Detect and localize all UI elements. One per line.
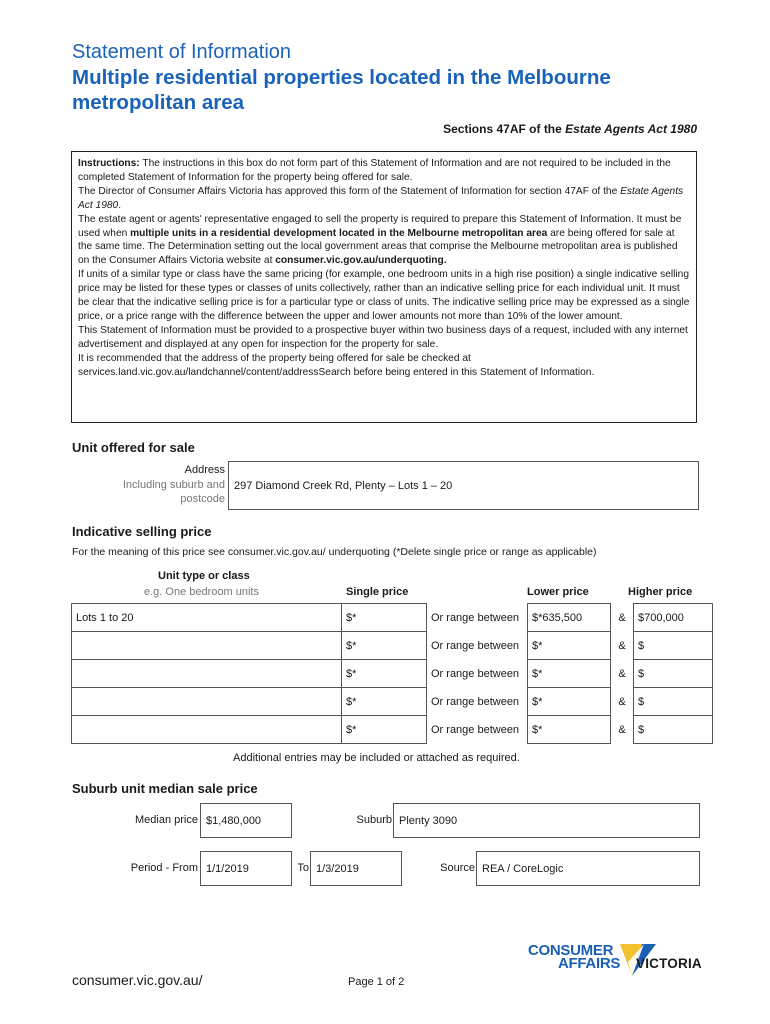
price-row: [72, 632, 713, 660]
instructions-p3a: The estate agent or agents' representative engaged to sell the property is required to prepare this Statement of Information. It must be used when: [78, 213, 682, 239]
higher-price-cell[interactable]: $: [634, 688, 713, 716]
period-to-label: To: [297, 862, 309, 874]
unit-type-cell[interactable]: [72, 632, 342, 660]
single-price-cell[interactable]: $*: [342, 632, 427, 660]
unit-type-cell[interactable]: [72, 688, 342, 716]
additional-entries-note: Additional entries may be included or attached as required.: [233, 752, 520, 764]
unit-heading: Unit offered for sale: [72, 440, 195, 455]
instructions-p3b: multiple units in a residential development located in the Melbourne metropolitan area: [130, 227, 548, 239]
price-row: [72, 688, 713, 716]
unit-type-cell[interactable]: [72, 660, 342, 688]
unit-type-cell[interactable]: [72, 716, 342, 744]
statement-heading: Statement of Information: [72, 41, 292, 63]
col-single-price: Single price: [346, 586, 409, 598]
unit-type-cell[interactable]: Lots 1 to 20: [72, 604, 342, 632]
lower-price-cell[interactable]: $*: [528, 688, 611, 716]
single-price-cell[interactable]: $*: [342, 716, 427, 744]
higher-price-cell[interactable]: $: [634, 660, 713, 688]
ampersand: &: [618, 667, 626, 680]
source-label: Source: [440, 862, 475, 874]
instructions-p2-act: Estate Agents Act 1980: [78, 185, 684, 211]
underquoting-link[interactable]: consumer.vic.gov.au/underquoting.: [275, 255, 447, 267]
instructions-p6: It is recommended that the address of the property being offered for sale be checked at services.land.vic.gov.au/landchannel/content/addressSearch before being entered in this Statement of Information.: [78, 352, 595, 378]
single-price-cell[interactable]: $*: [342, 604, 427, 632]
suburb-label: Suburb: [356, 814, 392, 826]
range-label: Or range between: [431, 723, 520, 736]
page-number: Page 1 of 2: [348, 976, 405, 988]
sections-reference: [392, 122, 697, 136]
footer-url[interactable]: consumer.vic.gov.au/: [72, 972, 203, 988]
ampersand: &: [618, 723, 626, 736]
range-label: Or range between: [431, 695, 520, 708]
instructions-p2: [78, 185, 690, 213]
price-row: [72, 716, 713, 744]
instructions-p3: [78, 213, 690, 269]
instructions-p5: This Statement of Information must be provided to a prospective buyer within two business days of a request, included with any internet advertisement and displayed at any open for inspection for the property for sale.: [78, 324, 688, 350]
address-label-line3: postcode: [180, 493, 225, 505]
higher-price-cell[interactable]: $: [634, 716, 713, 744]
col-unit-type: Unit type or class: [158, 570, 250, 582]
ampersand: &: [618, 639, 626, 652]
median-heading: Suburb unit median sale price: [72, 781, 258, 796]
period-to-field[interactable]: 1/3/2019: [310, 851, 402, 886]
range-label: Or range between: [431, 639, 520, 652]
single-price-cell[interactable]: $*: [342, 660, 427, 688]
range-label: Or range between: [431, 667, 520, 680]
price-row: [72, 604, 713, 632]
ampersand: &: [618, 695, 626, 708]
lower-price-cell[interactable]: $*: [528, 660, 611, 688]
lower-price-cell[interactable]: $*635,500: [528, 604, 611, 632]
instructions-box: [71, 151, 697, 423]
price-row: [72, 660, 713, 688]
isp-note: For the meaning of this price see consumer.vic.gov.au/ underquoting (*Delete single price or range as applicable): [72, 546, 597, 558]
instructions-p2-end: .: [118, 199, 122, 211]
col-unit-example: e.g. One bedroom units: [144, 586, 259, 598]
logo-consumer: CONSUMER: [528, 942, 614, 959]
title-line-1: Multiple residential properties located in the Melbourne: [72, 66, 611, 89]
col-higher-price: Higher price: [628, 586, 693, 598]
page-title: [72, 65, 712, 115]
col-lower-price: Lower price: [527, 586, 589, 598]
instructions-p1-text: The instructions in this box do not form part of this Statement of Information and are not required to be included in the completed Statement of Information for the property being offered for sale.: [78, 158, 671, 183]
period-from-label: Period - From: [130, 862, 198, 874]
ampersand: &: [618, 611, 626, 624]
address-label-line2: Including suburb and: [122, 478, 225, 491]
address-label-line1: Address: [184, 464, 225, 476]
range-label: Or range between: [431, 611, 520, 624]
median-price-label: Median price: [135, 814, 198, 826]
higher-price-cell[interactable]: $700,000: [634, 604, 713, 632]
instructions-p4: If units of a similar type or class have the same pricing (for example, one bedroom units in a high rise position) a single indicative selling price may be listed for these types or classes of units collectively, rather than an indicative selling price for each individual unit. It must be clear that the indicative selling price is for a particular type or class of units. The indicative selling price may be expressed as a single price, or a price range with the difference between the upper and lower amounts not more than 10% of the lower amount.: [78, 269, 690, 322]
instructions-p1: [78, 157, 690, 185]
instructions-label: Instructions:: [78, 158, 140, 169]
lower-price-cell[interactable]: $*: [528, 716, 611, 744]
higher-price-cell[interactable]: $: [634, 632, 713, 660]
period-from-field[interactable]: 1/1/2019: [200, 851, 292, 886]
price-table: [71, 603, 713, 744]
lower-price-cell[interactable]: $*: [528, 632, 611, 660]
instructions-p3c: are being offered for sale at the same time. The Determination setting out the local government areas that comprise the Melbourne metropolitan area is published on the Consumer Affairs Victoria website at: [78, 227, 678, 267]
logo-affairs: AFFAIRS: [558, 955, 621, 972]
sections-prefix: Sections 47AF of the: [443, 122, 566, 136]
instructions-p2-text: The Director of Consumer Affairs Victoria has approved this form of the Statement of Information for section 47AF of the: [78, 185, 621, 197]
isp-heading: Indicative selling price: [72, 524, 212, 539]
source-field[interactable]: REA / CoreLogic: [476, 851, 700, 886]
logo-victoria: VICTORIA: [636, 956, 702, 971]
address-label: [100, 463, 225, 507]
median-price-field[interactable]: $1,480,000: [200, 803, 292, 838]
title-line-2: metropolitan area: [72, 91, 245, 114]
sections-act: Estate Agents Act 1980: [565, 122, 697, 136]
single-price-cell[interactable]: $*: [342, 688, 427, 716]
address-field[interactable]: 297 Diamond Creek Rd, Plenty – Lots 1 – 20: [228, 461, 699, 510]
suburb-field[interactable]: Plenty 3090: [393, 803, 700, 838]
cav-logo: [528, 944, 703, 980]
